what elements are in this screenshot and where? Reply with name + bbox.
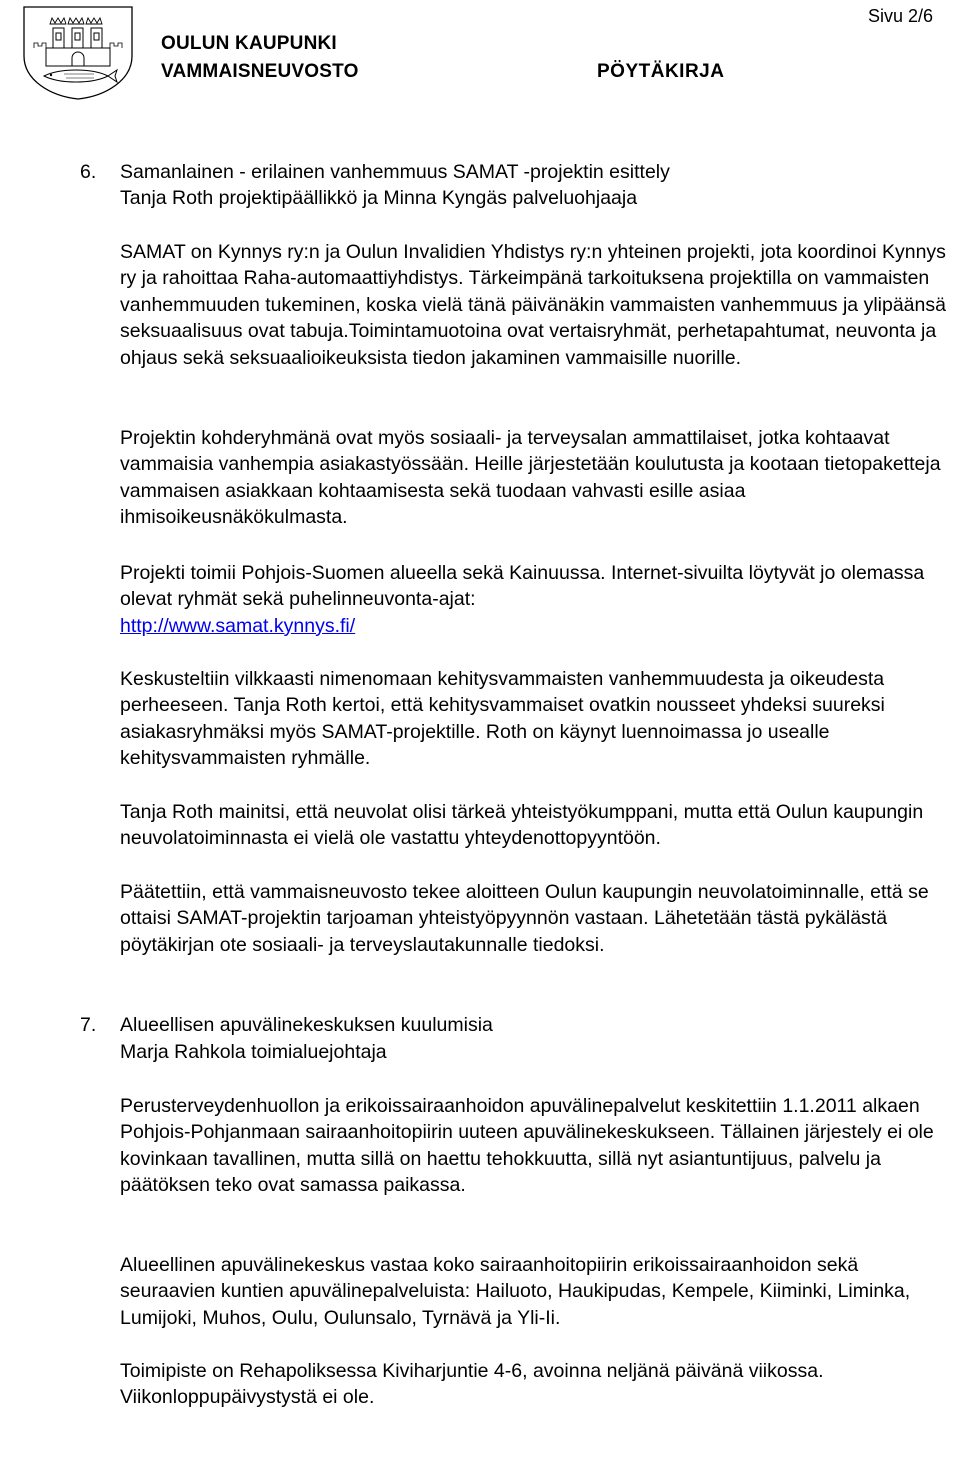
item-6-decision-paragraph: Päätettiin, että vammaisneuvosto tekee aloitteen Oulun kaupungin neuvolatoiminnalle, että se ottaisi SAMAT-projektin tarjoaman yhteistyöpyynnön vastaan. Lähetetään tästä pykälästä pöytäkirjan ote sosiaali- ja terveyslautakunnalle tiedoksi. (120, 881, 929, 956)
item-7-paragraph-3: Toimipiste on Rehapoliksessa Kiviharjuntie 4-6, avoinna neljänä päivänä viikossa. Viikonloppupäivystystä ei ole. (120, 1360, 824, 1409)
agenda-item-6-presenters: Tanja Roth projektipäällikkö ja Minna Kyngäs palveluohjaaja (120, 187, 638, 209)
agenda-item-7-title: Alueellisen apuvälinekeskuksen kuulumisia (120, 1014, 493, 1036)
agenda-item-6-number: 6. (80, 161, 97, 183)
item-6-paragraph-3 (120, 560, 956, 639)
agenda-item-6-title: Samanlainen - erilainen vanhemmuus SAMAT -projektin esittely (120, 161, 670, 183)
item-6-paragraph-2: Projektin kohderyhmänä ovat myös sosiaali- ja terveysalan ammattilaiset, jotka kohtaavat vammaisia vanhempia asiakastyössään. Heille järjestetään koulutusta ja kootaan tietopaketteja vammaisen asiakkaan kohtaamisesta sekä tuodaan vahvasti esille asiaa ihmisoikeusnäkökulmasta. (120, 427, 941, 529)
samat-website-link[interactable]: http://www.samat.kynnys.fi/ (120, 614, 356, 637)
oulu-coat-of-arms-logo (20, 4, 136, 100)
agenda-item-7-presenter: Marja Rahkola toimialuejohtaja (120, 1041, 387, 1063)
page-number: Sivu 2/6 (868, 6, 934, 26)
item-6-paragraph-5: Tanja Roth mainitsi, että neuvolat olisi tärkeä yhteistyökumppani, mutta että Oulun kaupungin neuvolatoiminnasta ei vielä ole vastattu yhteydenottopyyntöön. (120, 801, 924, 850)
agenda-item-7-number: 7. (80, 1014, 97, 1036)
organization-unit: VAMMAISNEUVOSTO (161, 61, 359, 82)
item-6-paragraph-4: Keskusteltiin vilkkaasti nimenomaan kehitysvammaisten vanhemmuudesta ja oikeudesta perheeseen. Tanja Roth kertoi, että kehitysvammaiset ovatkin nousseet yhdeksi suureksi asiakasryhmäksi myös SAMAT-projektille. Roth on käynyt luennoimassa jo usealle kehitysvammaisten ryhmälle. (120, 668, 885, 770)
item-6-paragraph-3-text: Projekti toimii Pohjois-Suomen alueella sekä Kainuussa. Internet-sivuilta löytyvät jo olemassa olevat ryhmät sekä puhelinneuvonta-ajat: (120, 562, 925, 611)
item-7-paragraph-2: Alueellinen apuvälinekeskus vastaa koko sairaanhoitopiirin erikoissairaanhoidon sekä seuraavien kuntien apuvälinepalveluista: Hailuoto, Haukipudas, Kempele, Kiiminki, Liminka, Lumijoki, Muhos, Oulu, Oulunsalo, Tyrnävä ja Yli-Ii. (120, 1254, 911, 1329)
item-6-paragraph-1: SAMAT on Kynnys ry:n ja Oulun Invalidien Yhdistys ry:n yhteinen projekti, jota koordinoi Kynnys ry ja rahoittaa Raha-automaattiyhdistys. Tärkeimpänä tarkoituksena projektilla on vammaisten vanhemmuuden tukeminen, koska vielä tänä päivänäkin vammaisten vanhemmuus ja ylipäänsä seksuaalisuus ovat tabuja.Toimintamuotoina ovat vertaisryhmät, perhetapahtumat, neuvonta ja ohjaus sekä seksuaalioikeuksista tiedon jakaminen vammaisille nuorille. (120, 241, 946, 369)
item-7-paragraph-1: Perusterveydenhuollon ja erikoissairaanhoidon apuvälinepalvelut keskitettiin 1.1.2011 alkaen Pohjois-Pohjanmaan sairaanhoitopiirin uuteen apuvälinekeskukseen. Tällainen järjestely ei ole kovinkaan tavallinen, mutta sillä on haettu tehokkuutta, sillä nyt asiantuntijuus, palvelu ja päätöksen teko ovat samassa paikassa. (120, 1095, 934, 1197)
organization-name: OULUN KAUPUNKI (161, 33, 337, 54)
document-type: PÖYTÄKIRJA (597, 61, 725, 82)
